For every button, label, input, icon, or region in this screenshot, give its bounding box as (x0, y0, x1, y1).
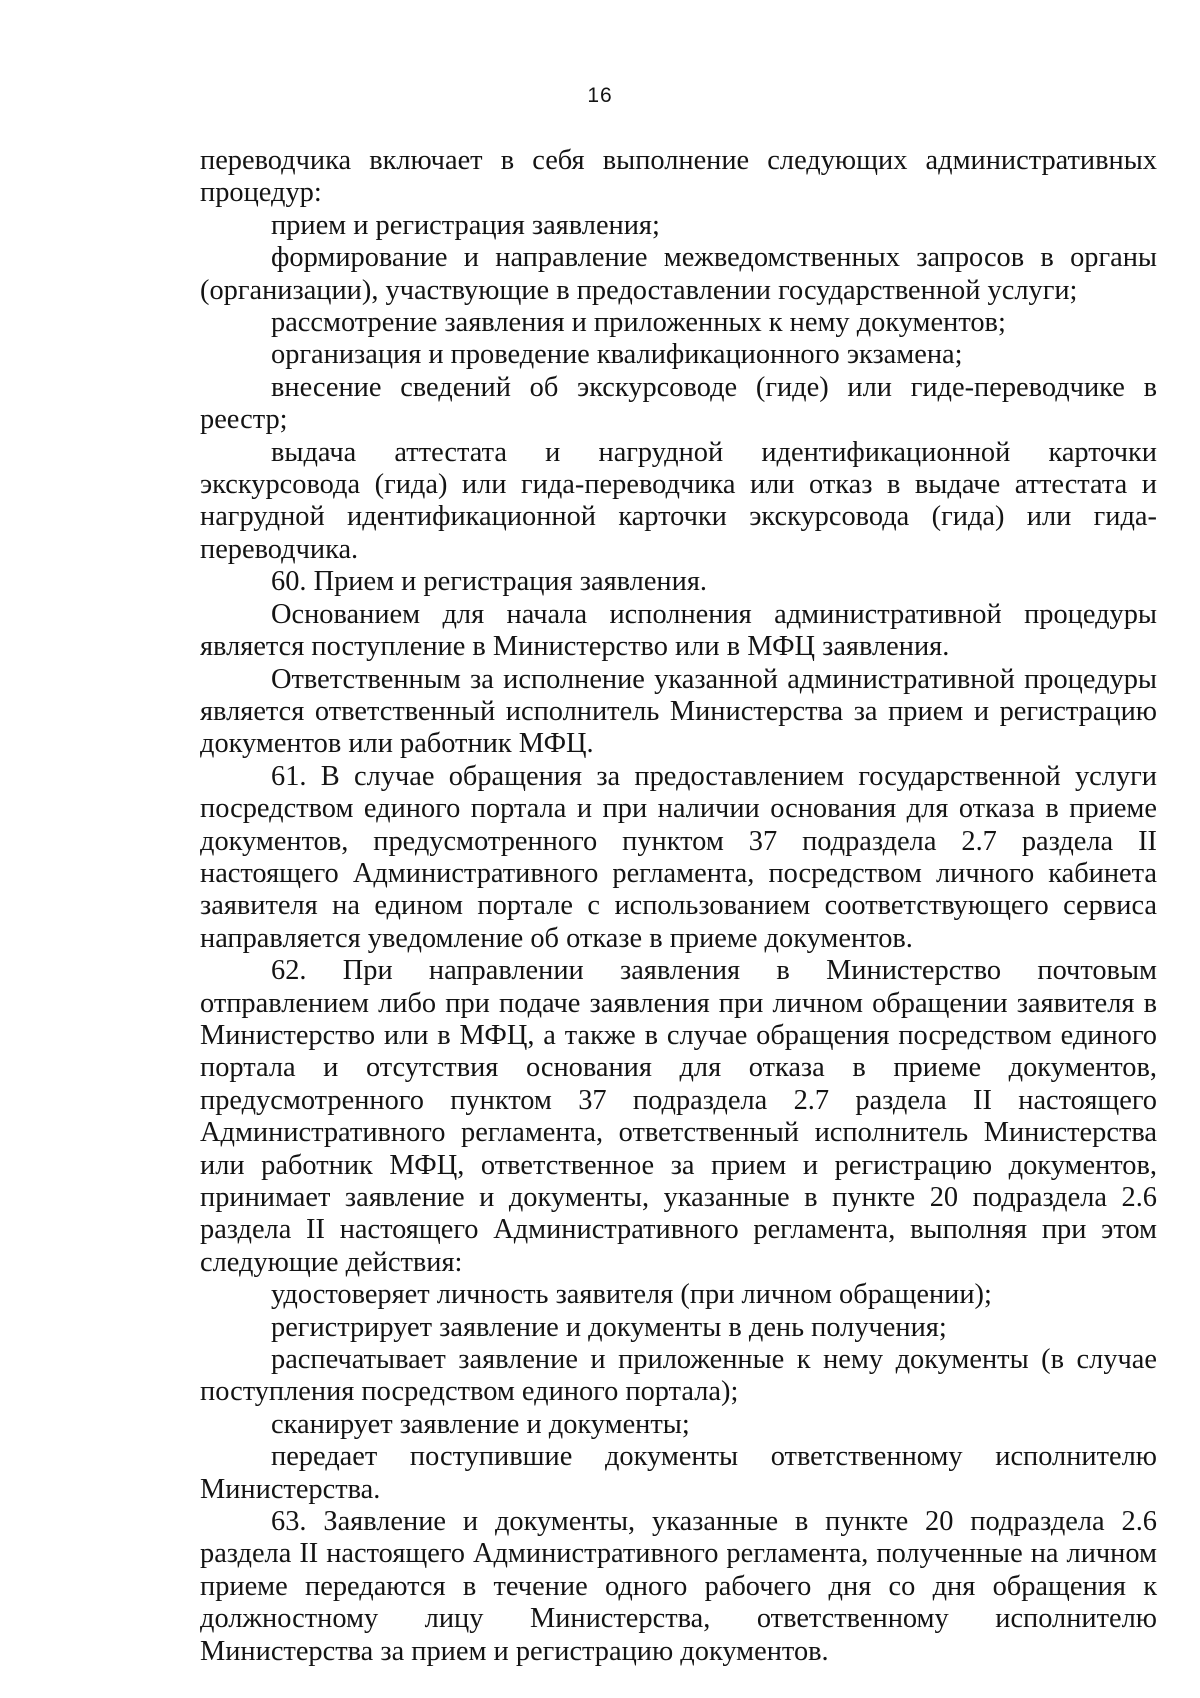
paragraph: организация и проведение квалификационного экзамена; (271, 339, 963, 371)
paragraph: внесение сведений об экскурсоводе (гиде) или гиде-переводчике в реестр; (200, 371, 1157, 436)
paragraph: Основанием для начала исполнения административной процедуры является поступление в Министерство или в МФЦ заявления. (200, 598, 1157, 663)
paragraph: регистрирует заявление и документы в день получения; (271, 1311, 947, 1343)
paragraph: удостоверяет личность заявителя (при личном обращении); (271, 1279, 992, 1311)
paragraph: 62. При направлении заявления в Министерство почтовым отправлением либо при подаче заявления при личном обращении заявителя в Министерство или в МФЦ, а также в случае обращения посредством единого портала и отсутствия основания для отказа в приеме документов, предусмотренного пунктом 37 подраздела 2.7 раздела II настоящего Административного регламента, ответственный исполнитель Министерства или работник МФЦ, ответственное за прием и регистрацию документов, принимает заявление и документы, указанные в пункте 20 подраздела 2.6 раздела II настоящего Административного регламента, выполняя при этом следующие действия: (200, 955, 1157, 1278)
paragraph: передает поступившие документы ответственному исполнителю Министерства. (200, 1441, 1157, 1505)
paragraph: сканирует заявление и документы; (271, 1408, 690, 1440)
paragraph: выдача аттестата и нагрудной идентификационной карточки экскурсовода (гида) или гида-переводчика или отказ в выдаче аттестата и нагрудной идентификационной карточки экскурсовода (гида) или гида-переводчика. (200, 436, 1157, 565)
paragraph: 61. В случае обращения за предоставлением государственной услуги посредством единого портала и при наличии основания для отказа в приеме документов, предусмотренного пунктом 37 подраздела 2.7 раздела II настоящего Административного регламента, посредством личного кабинета заявителя на едином портале с использованием соответствующего сервиса направляется уведомление об отказе в приеме документов. (200, 760, 1157, 954)
paragraph: рассмотрение заявления и приложенных к нему документов; (271, 307, 1006, 339)
section-heading: 60. Прием и регистрация заявления. (271, 566, 707, 598)
document-body (200, 145, 1157, 1668)
paragraph: 63. Заявление и документы, указанные в пункте 20 подраздела 2.6 раздела II настоящего Административного регламента, полученные на личном приеме передаются в течение одного рабочего дня со дня обращения к должностному лицу Министерства, ответственному исполнителю Министерства за прием и регистрацию документов. (200, 1506, 1157, 1667)
paragraph: распечатывает заявление и приложенные к нему документы (в случае поступления посредством единого портала); (200, 1344, 1157, 1408)
page-number: 16 (587, 84, 613, 107)
paragraph: переводчика включает в себя выполнение следующих административных процедур: (200, 145, 1157, 209)
paragraph: Ответственным за исполнение указанной административной процедуры является ответственный исполнитель Министерства за прием и регистрацию документов или работник МФЦ. (200, 663, 1157, 760)
paragraph: формирование и направление межведомственных запросов в органы (организации), участвующие в предоставлении государственной услуги; (200, 242, 1157, 306)
paragraph: прием и регистрация заявления; (271, 209, 660, 241)
